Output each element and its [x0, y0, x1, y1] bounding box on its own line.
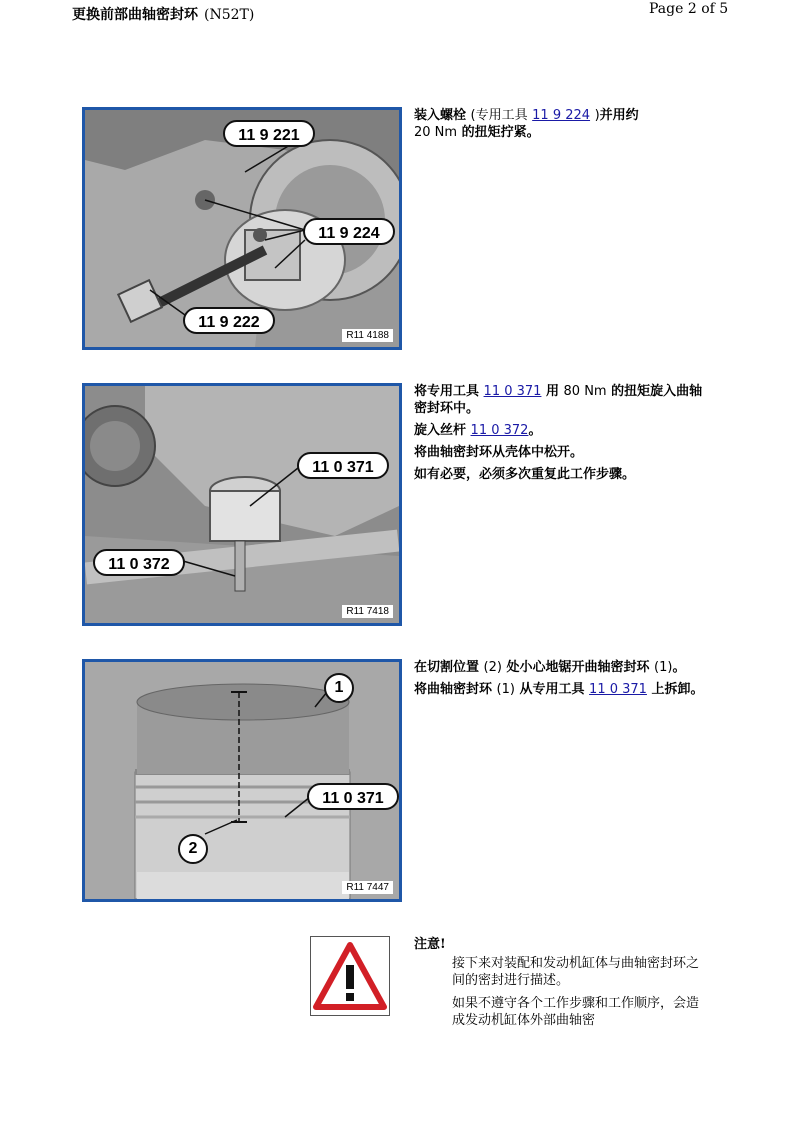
engine-code: (N52T) — [204, 7, 255, 23]
callout-tool-11-9-221: 11 9 221 — [223, 120, 315, 147]
figure-code: R11 7447 — [342, 881, 393, 894]
step-2-text — [414, 383, 704, 488]
step-3-text — [414, 659, 704, 703]
callout-tool-11-0-371: 11 0 371 — [297, 452, 389, 479]
note-section — [414, 936, 704, 1035]
callout-tool-11-9-224: 11 9 224 — [303, 218, 395, 245]
link-tool-11-0-372[interactable]: 11 0 372 — [470, 423, 529, 438]
figure-2 — [82, 383, 402, 626]
callout-tool-11-0-372: 11 0 372 — [93, 549, 185, 576]
note-paragraph-2: 如果不遵守各个工作步骤和工作顺序，会造成发动机缸体外部曲轴密 — [452, 996, 700, 1028]
step-2-paragraph-1: 将专用工具 11 0 371 用 80 Nm 的扭矩旋入曲轴密封环中。 — [414, 384, 703, 416]
step-3-paragraph-1: 在切割位置 (2) 处小心地锯开曲轴密封环 (1)。 — [414, 660, 686, 675]
step-3-paragraph-2: 将曲轴密封环 (1) 从专用工具 11 0 371 上拆卸。 — [414, 682, 704, 697]
warning-box — [310, 936, 390, 1016]
callout-tool-11-0-371: 11 0 371 — [307, 783, 399, 810]
callout-part-1: 1 — [324, 673, 354, 703]
callout-tool-11-9-222: 11 9 222 — [183, 307, 275, 334]
document-title: 更换前部曲轴密封环 (N52T) — [72, 7, 255, 23]
callout-cut-position-2: 2 — [178, 834, 208, 864]
step-2-paragraph-4: 如有必要，必须多次重复此工作步骤。 — [414, 467, 636, 482]
step-1-paragraph: 装入螺栓 (专用工具 11 9 224 )并用约 20 Nm 的扭矩拧紧。 — [414, 108, 639, 140]
figure-1 — [82, 107, 402, 350]
warning-triangle-icon — [311, 937, 389, 1015]
figure-2-illustration — [85, 386, 399, 623]
step-1-text — [414, 107, 704, 146]
link-tool-11-0-371[interactable]: 11 0 371 — [589, 682, 647, 697]
figure-code: R11 4188 — [342, 329, 393, 342]
figure-3-illustration — [85, 662, 399, 899]
step-2-paragraph-2: 旋入丝杆 11 0 372。 — [414, 423, 542, 438]
page-number: Page 2 of 5 — [649, 1, 729, 17]
figure-3 — [82, 659, 402, 902]
note-paragraph-1: 接下来对装配和发动机缸体与曲轴密封环之间的密封进行描述。 — [452, 956, 700, 988]
link-tool-11-9-224[interactable]: 11 9 224 — [532, 108, 591, 123]
step-2-paragraph-3: 将曲轴密封环从壳体中松开。 — [414, 445, 584, 460]
figure-code: R11 7418 — [342, 605, 393, 618]
link-tool-11-0-371[interactable]: 11 0 371 — [483, 384, 542, 399]
note-title: 注意! — [414, 937, 446, 952]
